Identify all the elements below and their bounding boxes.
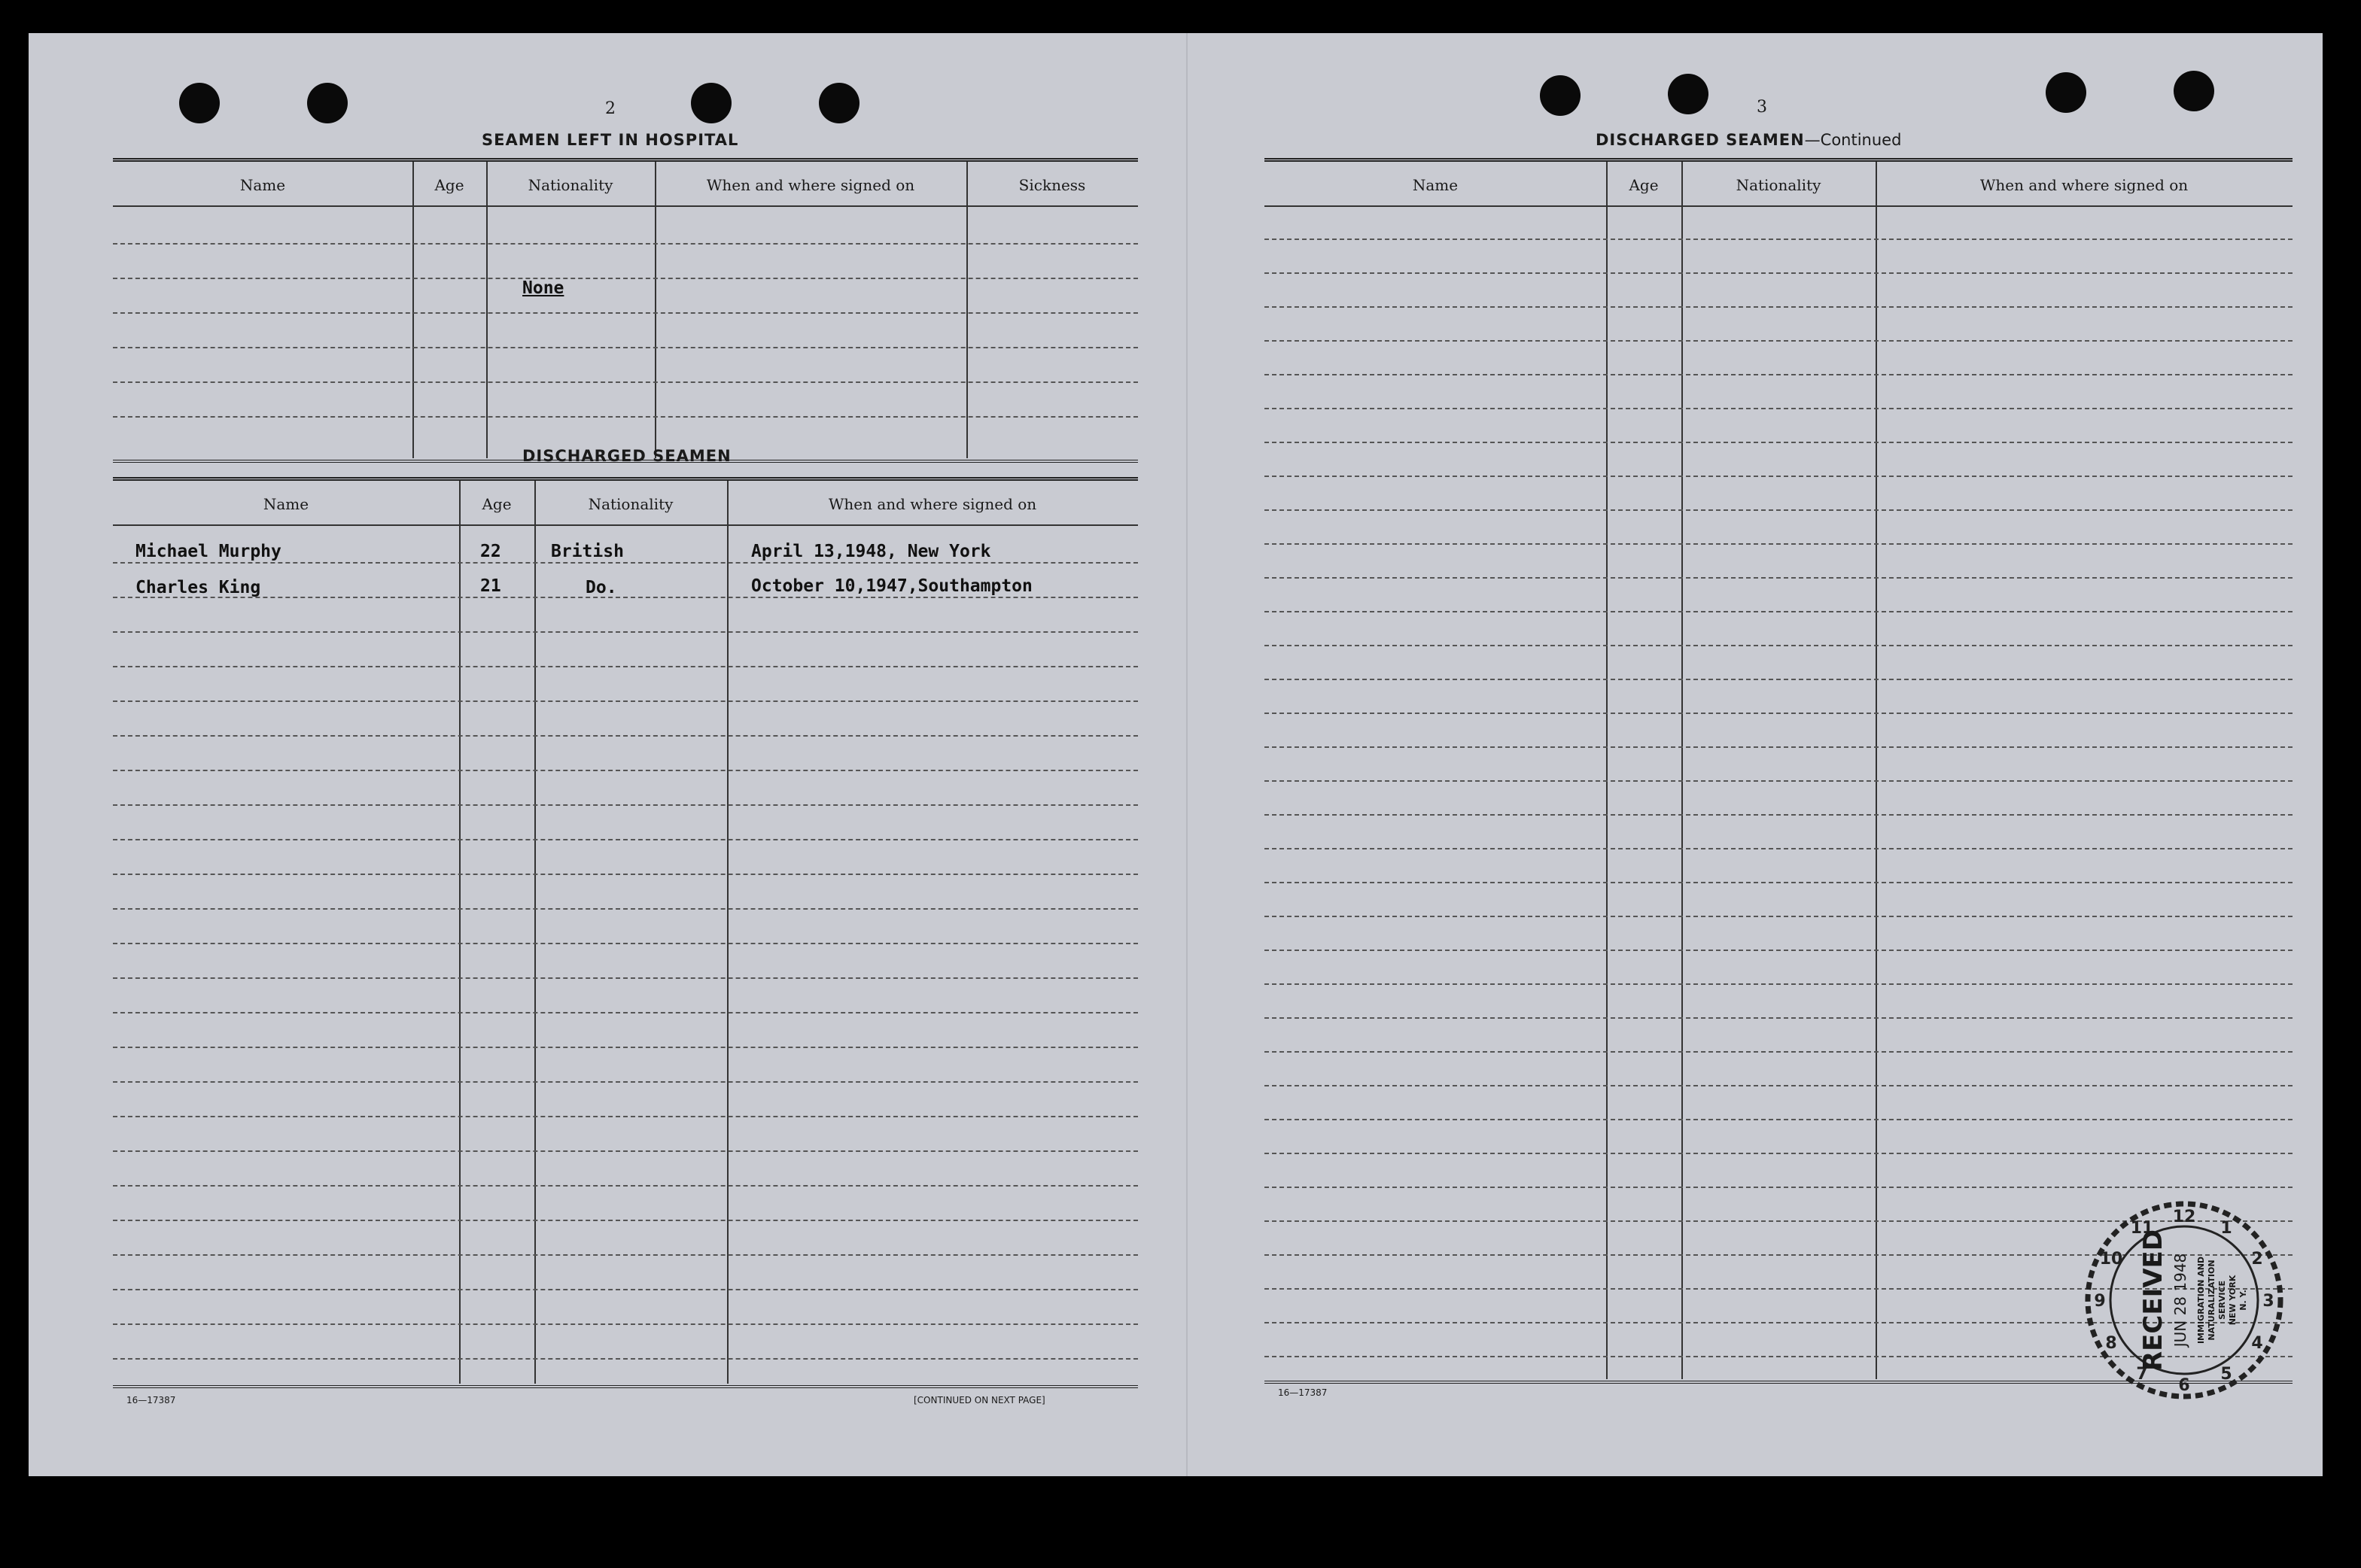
stamp-line: NEW YORK [2228, 1275, 2238, 1326]
column-divider [534, 481, 536, 1384]
row-line [1264, 1187, 2293, 1188]
row-line [113, 804, 1138, 806]
stamp-line: IMMIGRATION AND [2196, 1256, 2206, 1345]
discharged-table [113, 477, 1138, 1384]
row-line [113, 597, 1138, 598]
row-line [113, 1220, 1138, 1221]
title-text: DISCHARGED SEAMEN [1596, 131, 1805, 149]
stamp-dial-number: 9 [2094, 1292, 2106, 1311]
row-line [1264, 1051, 2293, 1053]
row-line [1264, 408, 2293, 409]
stamp-dial-number: 11 [2130, 1219, 2154, 1238]
form-number: 16—17387 [126, 1395, 176, 1405]
row-line [113, 381, 1138, 383]
cell-signed-on: April 13,1948, New York [751, 542, 991, 561]
punch-hole [179, 83, 220, 123]
cell-name: Michael Murphy [135, 542, 281, 561]
row-line [1264, 679, 2293, 680]
row-line [113, 1358, 1138, 1360]
row-line [1264, 1017, 2293, 1019]
column-divider [1681, 162, 1683, 1379]
row-line [1264, 476, 2293, 477]
row-line [1264, 1153, 2293, 1154]
punch-hole [1668, 74, 1708, 114]
cell-nationality: Do. [586, 578, 617, 597]
stamp-dial-number: 12 [2172, 1208, 2196, 1226]
cell-name: Charles King [135, 578, 261, 597]
row-line [1264, 306, 2293, 308]
row-line [1264, 950, 2293, 951]
cell-age: 22 [480, 542, 501, 561]
row-line [1264, 746, 2293, 748]
document-paper [29, 33, 2323, 1476]
row-line [1264, 272, 2293, 274]
row-line [113, 908, 1138, 910]
row-line [1264, 983, 2293, 985]
row-line [1264, 780, 2293, 782]
col-header-nationality: Nationality [588, 495, 674, 513]
col-header-nationality: Nationality [528, 176, 613, 194]
page-fold [1186, 33, 1188, 1476]
col-header-age: Age [434, 176, 464, 194]
punch-hole [691, 83, 732, 123]
column-divider [459, 481, 461, 1384]
row-line [113, 839, 1138, 840]
stamp-line: NATURALIZATION [2207, 1260, 2216, 1341]
stamp-dial-number: 3 [2262, 1292, 2274, 1311]
row-line [113, 1081, 1138, 1083]
row-line [1264, 611, 2293, 612]
row-line [1264, 543, 2293, 545]
stamp-dial-number: 4 [2251, 1334, 2263, 1353]
cell-nationality: British [551, 542, 624, 561]
row-line [1264, 645, 2293, 646]
row-line [113, 416, 1138, 418]
col-header-name: Name [263, 495, 309, 513]
column-divider [412, 162, 414, 458]
row-line [113, 1289, 1138, 1290]
row-line [1264, 1085, 2293, 1086]
stamp-date: JUN 28 1948 [2171, 1253, 2189, 1348]
col-header-age: Age [1629, 176, 1659, 194]
discharged-continued-table [1264, 158, 2293, 1379]
col-header-nationality: Nationality [1736, 176, 1821, 194]
table-header [1264, 165, 2293, 207]
punch-hole [307, 83, 348, 123]
stamp-dial-number: 1 [2220, 1219, 2232, 1238]
received-stamp [2082, 1198, 2286, 1402]
column-divider [1876, 162, 1877, 1379]
row-line [113, 700, 1138, 702]
row-line [113, 631, 1138, 633]
stamp-word: RECEIVED [2138, 1229, 2168, 1371]
row-line [113, 874, 1138, 875]
row-line [113, 1012, 1138, 1013]
row-line [113, 243, 1138, 245]
row-line [113, 666, 1138, 667]
row-line [1264, 340, 2293, 342]
row-line [1264, 374, 2293, 375]
column-divider [966, 162, 968, 458]
row-line [1264, 916, 2293, 917]
row-line [1264, 882, 2293, 883]
col-header-age: Age [482, 495, 512, 513]
stamp-dial-number: 7 [2136, 1365, 2148, 1384]
punch-hole [2046, 72, 2086, 113]
col-header-name: Name [239, 176, 286, 194]
section-title-hospital: SEAMEN LEFT IN HOSPITAL [482, 131, 739, 149]
title-suffix: —Continued [1804, 131, 1902, 149]
section-title-discharged-continued [1596, 131, 1901, 149]
row-line [1264, 713, 2293, 714]
punch-hole [2174, 71, 2214, 111]
stamp-dial-number: 2 [2251, 1250, 2263, 1269]
row-line [113, 1047, 1138, 1048]
table-header [113, 484, 1138, 526]
table-header [113, 165, 1138, 207]
stamp-dial-number: 8 [2105, 1334, 2117, 1353]
stamp-dial-number: 6 [2178, 1376, 2190, 1395]
row-line [113, 312, 1138, 314]
stamp-dial-number: 5 [2220, 1365, 2232, 1384]
row-line [1264, 848, 2293, 849]
continued-note: [CONTINUED ON NEXT PAGE] [914, 1395, 1045, 1405]
column-divider [655, 162, 656, 458]
stamp-dial-number: 10 [2099, 1250, 2123, 1269]
section-title-discharged: DISCHARGED SEAMEN [522, 447, 732, 465]
stamp-line: N. Y. [2238, 1290, 2248, 1311]
row-line [1264, 239, 2293, 240]
row-line [113, 1323, 1138, 1325]
row-line [1264, 577, 2293, 579]
col-header-signed-on: When and where signed on [1979, 176, 2189, 194]
row-line [1264, 814, 2293, 816]
row-line [113, 1150, 1138, 1152]
col-header-signed-on: When and where signed on [828, 495, 1037, 513]
row-line [1264, 509, 2293, 511]
cell-age: 21 [480, 576, 501, 596]
row-line [113, 1254, 1138, 1256]
row-line [113, 1116, 1138, 1117]
row-line [113, 943, 1138, 944]
column-divider [1606, 162, 1608, 1379]
page-number: 3 [1757, 98, 1767, 117]
row-line [113, 1185, 1138, 1187]
hospital-entry-nationality: None [522, 278, 564, 298]
column-divider [727, 481, 729, 1384]
column-divider [486, 162, 488, 458]
row-line [1264, 442, 2293, 443]
row-line [113, 562, 1138, 564]
hospital-table [113, 158, 1138, 458]
form-number: 16—17387 [1278, 1387, 1328, 1398]
punch-hole [819, 83, 860, 123]
row-line [113, 278, 1138, 279]
punch-hole [1540, 75, 1581, 116]
row-line [1264, 1119, 2293, 1120]
cell-signed-on: October 10,1947,Southampton [751, 576, 1033, 596]
row-line [113, 735, 1138, 737]
col-header-sickness: Sickness [1018, 176, 1086, 194]
col-header-name: Name [1412, 176, 1459, 194]
table-bottom-rule [113, 1385, 1138, 1388]
row-line [113, 770, 1138, 771]
col-header-signed-on: When and where signed on [706, 176, 915, 194]
stamp-line: SERVICE [2217, 1280, 2227, 1320]
page-number: 2 [605, 99, 616, 118]
row-line [113, 977, 1138, 979]
row-line [113, 347, 1138, 348]
